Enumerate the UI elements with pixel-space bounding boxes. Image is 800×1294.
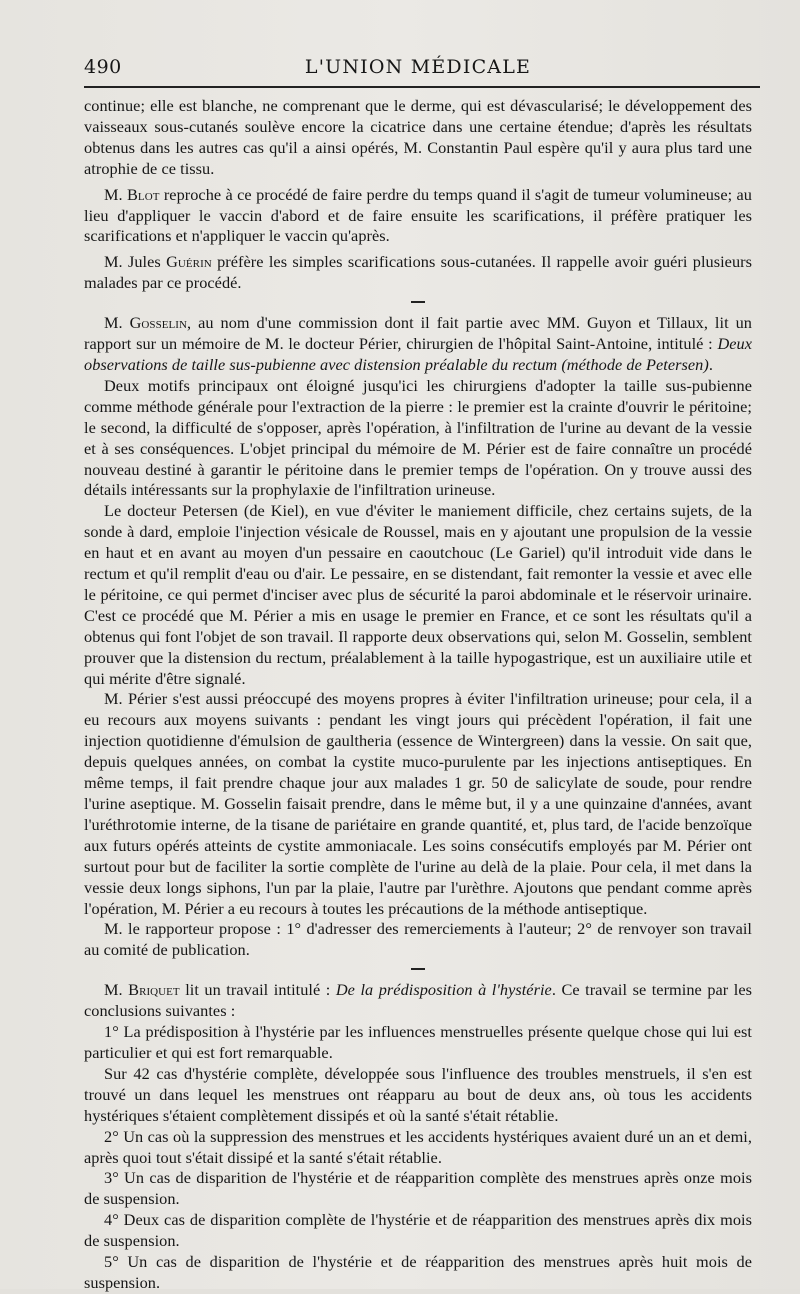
work-title: De la prédisposition à l'hystérie: [335, 980, 552, 1000]
paragraph-petersen: Le docteur Petersen (de Kiel), en vue d'éviter le maniement difficile, chez certains sujets, de la sonde à dard, emploie l'injection vésicale de Roussel, mais en y ajoutant une propulsion de la vessie en haut et en avant au moyen d'un pessaire en caoutchouc (Le Gariel) qu'il introduit vide dans le rectum et qu'il remplit d'eau ou d'air. Le pessaire, en se distendant, fait remonter la vessie et avec elle le péritoine, ce qui permet d'inciser avec plus de sécurité la paroi abdominale et le réservoir urinaire. C'est ce procédé que M. Périer a mis en usage le premier en France, et ce sont les résultats qu'il a obtenus qui font l'objet de son travail. Il rapporte deux observations qui, selon M. Gosselin, semblent prouver que la distension du rectum, préalablement à la taille hypogastrique, est un auxiliaire utile et qui mérite d'être signalé.: [84, 501, 752, 688]
conclusion-5: 5° Un cas de disparition de l'hystérie et de réapparition des menstrues après huit mois de suspension.: [84, 1252, 752, 1292]
conclusion-2: 2° Un cas où la suppression des menstrues et les accidents hystériques avaient duré un an et demi, après quoi tout s'était dissipé et la santé s'était rétablie.: [84, 1126, 752, 1167]
author-name: Blot: [127, 184, 160, 204]
author-name: Gosselin: [129, 313, 187, 333]
paragraph-blot: M. Blot reproche à ce procédé de faire perdre du temps quand il s'agit de tumeur volumineuse; au lieu d'appliquer le vaccin d'abord et de faire ensuite les scarifications, il préfère pratiquer les scarifications et n'appliquer le vaccin qu'après.: [84, 184, 752, 246]
conclusion-4: 4° Deux cas de disparition complète de l'hystérie et de réapparition des menstrues après dix mois de suspension.: [84, 1210, 752, 1251]
memoir-title: Deux observations de taille sus-pubienne avec distension préalable du rectum (méthode de Petersen): [84, 334, 752, 374]
author-name: Guérin: [166, 252, 212, 272]
paragraph-guerin: M. Jules Guérin préfère les simples scarifications sous-cutanées. Il rappelle avoir guéri plusieurs malades par ce procédé.: [84, 252, 752, 293]
section-separator: [411, 968, 425, 970]
paragraph-briquet: M. Briquet lit un travail intitulé : De la prédisposition à l'hystérie. Ce travail se termine par les conclusions suivantes :: [84, 980, 752, 1021]
section-separator: [411, 301, 425, 303]
article-body: [84, 96, 752, 1294]
page-number: 490: [84, 56, 122, 78]
paragraph-motifs: Deux motifs principaux ont éloigné jusqu'ici les chirurgiens d'adopter la taille sus-pubienne comme méthode générale pour l'extraction de la pierre : le premier est la crainte d'ouvrir le péritoine; le second, la difficulté de s'opposer, après l'opération, à l'infiltration de l'urine au devant de la vessie et à ses conséquences. L'objet principal du mémoire de M. Périer est de faire connaître un procédé nouveau destiné à garantir le péritoine dans le premier temps de l'opération. On y trouve aussi des détails intéressants sur la prophylaxie de l'infiltration urineuse.: [84, 375, 752, 500]
page-header: [84, 50, 752, 86]
paragraph-continuation: continue; elle est blanche, ne comprenant que le derme, qui est dévascularisé; le développement des vaisseaux sous-cutanés soulève encore la cicatrice dans une certaine étendue; d'après les résultats obtenus dans les autres cas qu'il a ainsi opérés, M. Constantin Paul espère qu'il y aura plus tard une atrophie de ce tissu.: [84, 96, 752, 178]
conclusion-3: 3° Un cas de disparition de l'hystérie et de réapparition complète des menstrues après onze mois de suspension.: [84, 1168, 752, 1209]
running-title: L'UNION MÉDICALE: [304, 56, 532, 78]
conclusion-stats: Sur 42 cas d'hystérie complète, développée sous l'influence des troubles menstruels, il s'en est trouvé un dans lequel les menstrues ont réapparu au bout de deux ans, où tous les accidents hystériques s'étaient complètement dissipés et où la santé s'était rétablie.: [84, 1063, 752, 1125]
paragraph-gosselin: M. Gosselin, au nom d'une commission dont il fait partie avec MM. Guyon et Tillaux, lit un rapport sur un mémoire de M. le docteur Périer, chirurgien de l'hôpital Saint-Antoine, intitulé : Deux observations de taille sus-pubienne avec distension préalable du rectum (méthode de Petersen).: [84, 313, 752, 374]
author-name: Briquet: [128, 980, 180, 1000]
conclusion-1: 1° La prédisposition à l'hystérie par les influences menstruelles présente quelque chose qui lui est particulier et qui est fort remarquable.: [84, 1022, 752, 1062]
paragraph-perier: M. Périer s'est aussi préoccupé des moyens propres à éviter l'infiltration urineuse; pour cela, il a eu recours aux moyens suivants : pendant les vingt jours qui précèdent l'opération, il fait une injection quotidienne d'émulsion de gaultheria (essence de Wintergreen) dans la vessie. On sait que, depuis quelques années, on combat la cystite muco-purulente par les injections antiseptiques. En même temps, il fait prendre chaque jour aux malades 1 gr. 50 de salicylate de soude, pour rendre l'urine aseptique. M. Gosselin faisait prendre, dans le même but, il y a une quinzaine d'années, avant l'uréthrotomie interne, de la tisane de pariétaire en grande quantité, et, plus tard, de l'acide benzoïque aux futurs opérés atteints de cystite ammoniacale. Les soins consécutifs employés par M. Périer ont surtout pour but de faciliter la sortie complète de l'urine au delà de la plaie. Pour cela, il met dans la vessie deux longs siphons, l'un par la plaie, l'autre par l'urèthre. Ajoutons que pendant comme après l'opération, M. Périer a eu recours à toutes les précautions de la méthode antiseptique.: [84, 689, 752, 918]
header-rule: [84, 86, 760, 88]
paragraph-rapporteur: M. le rapporteur propose : 1° d'adresser des remerciements à l'auteur; 2° de renvoyer son travail au comité de publication.: [84, 919, 752, 960]
